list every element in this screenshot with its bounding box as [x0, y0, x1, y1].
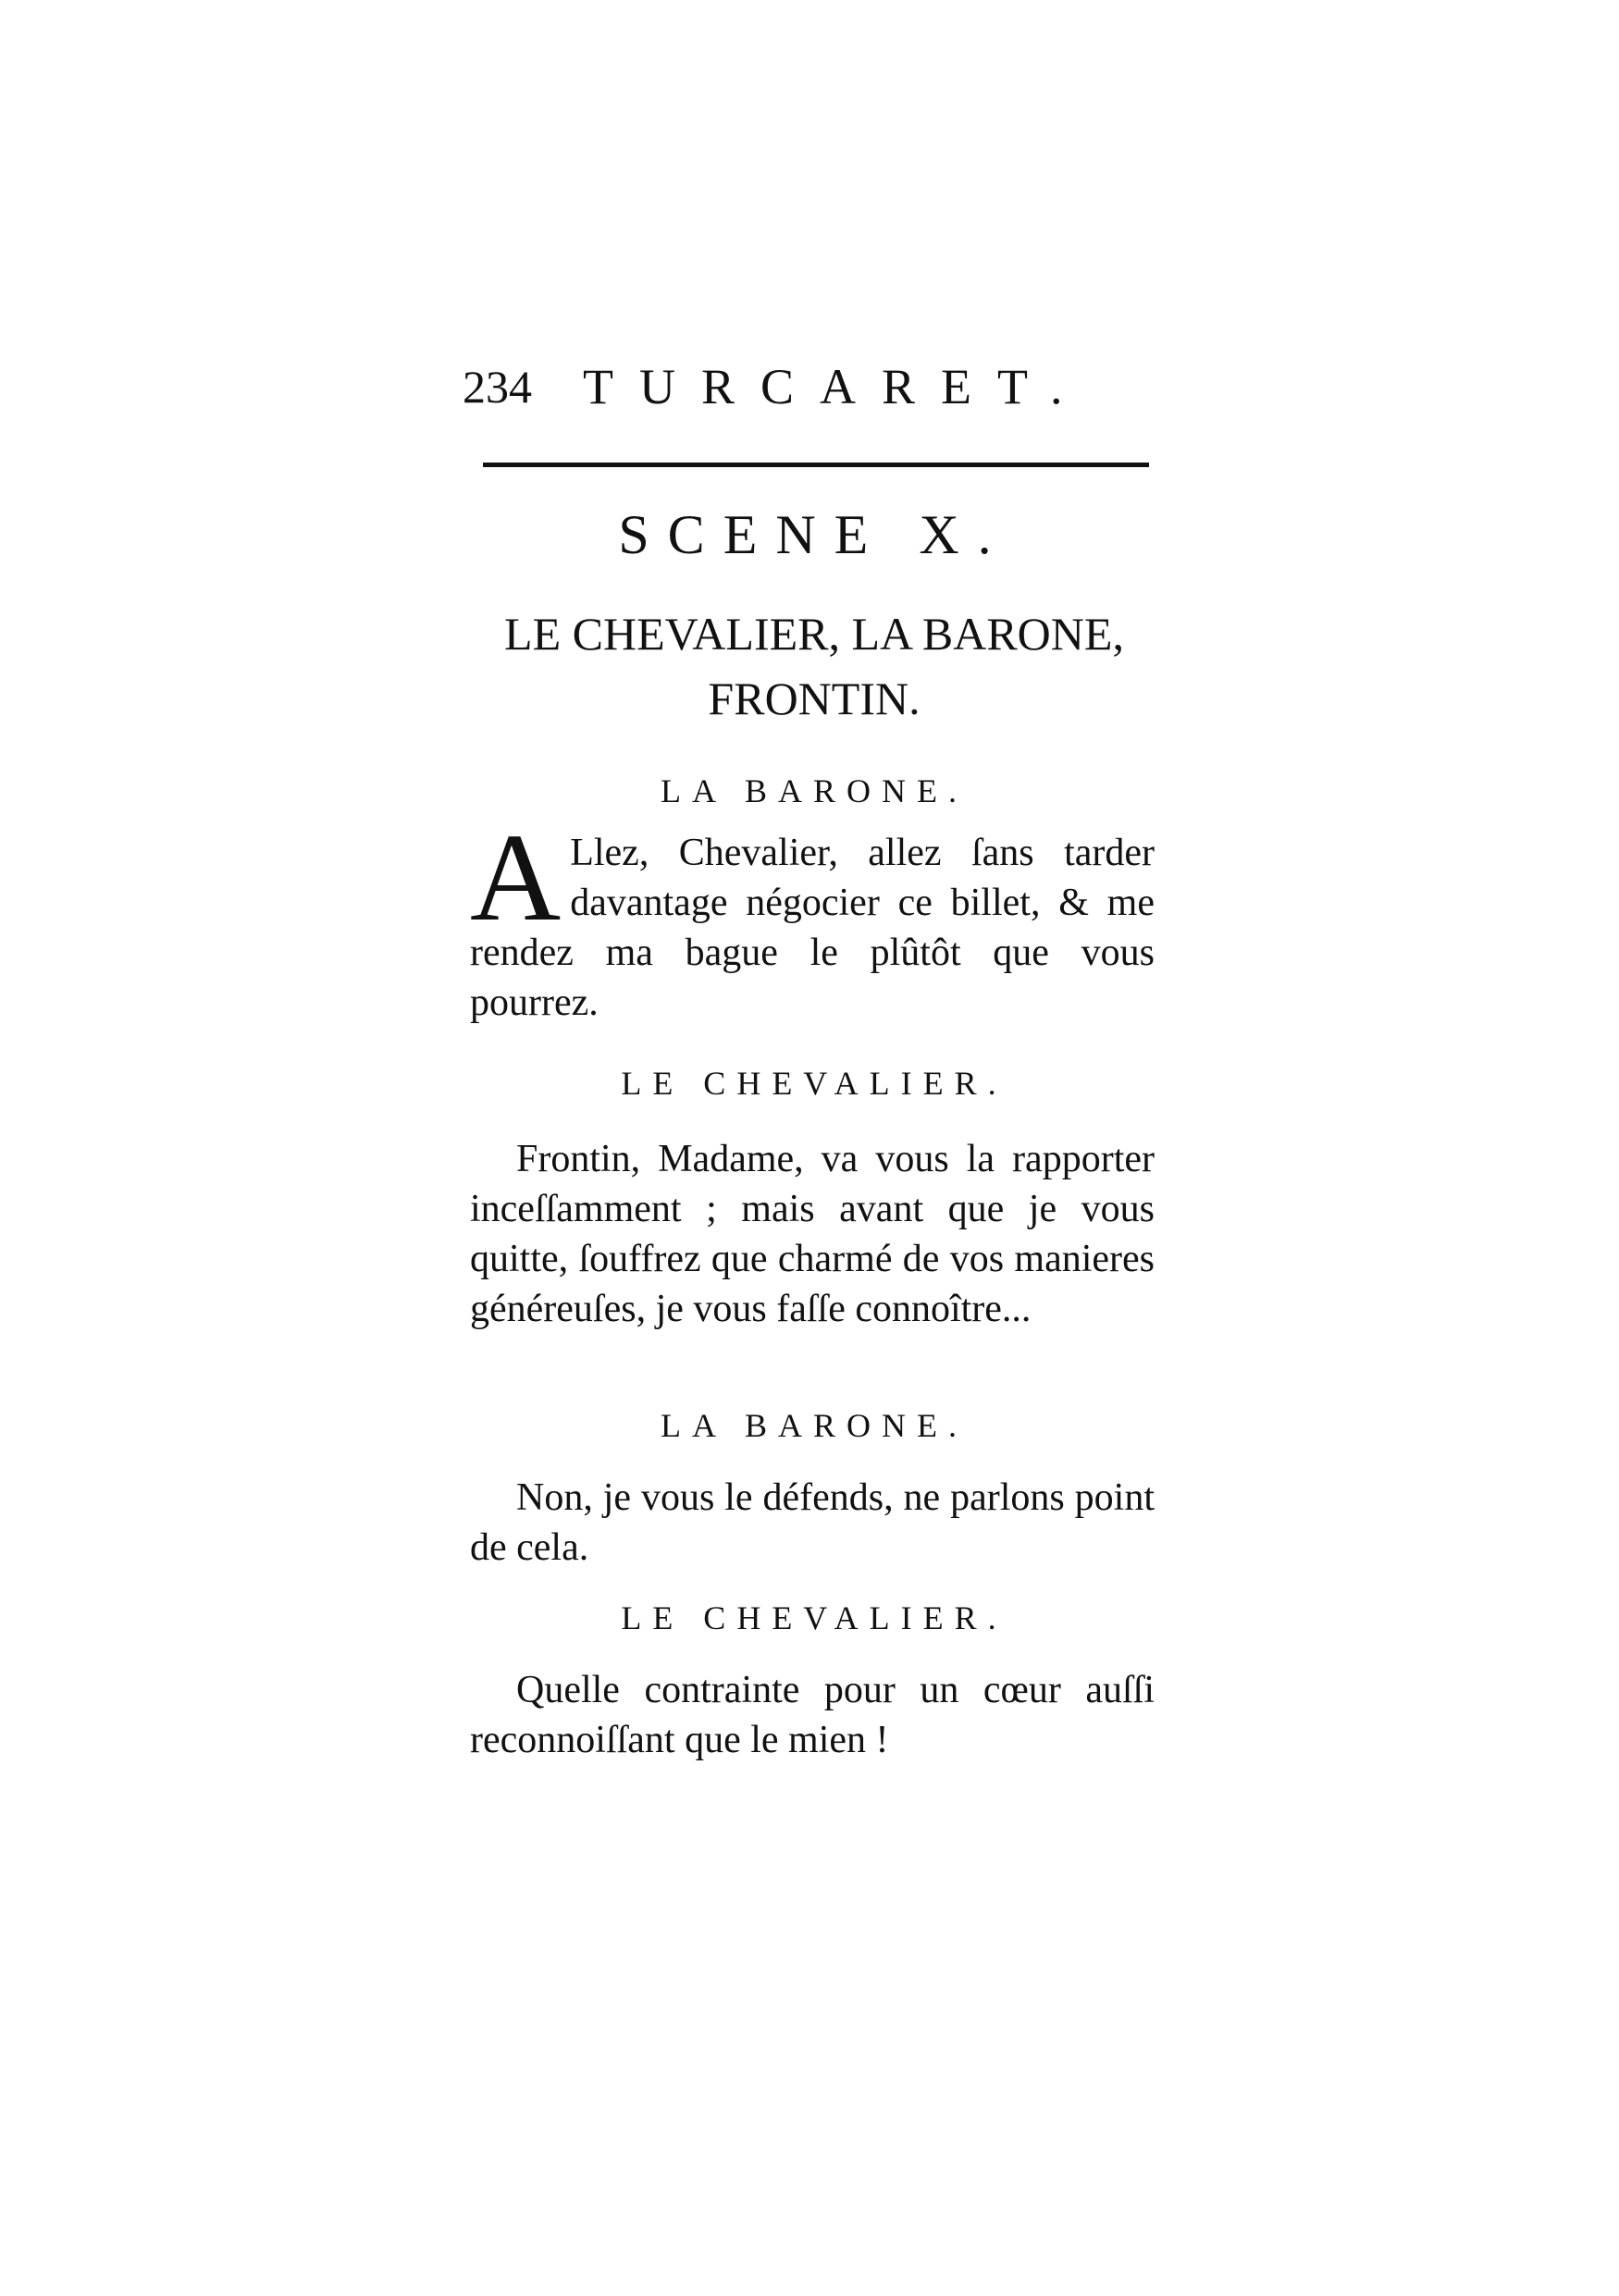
speech-body: Llez, Chevalier, allez ſans tarder davantage négocier ce billet, & me rendez ma bague le plûtôt que vous pourrez.: [470, 832, 1155, 1024]
speaker-name: LE CHEVALIER.: [621, 1065, 1007, 1102]
page-number: 234: [463, 361, 532, 413]
speaker-name: LE CHEVALIER.: [621, 1599, 1007, 1636]
personae-line-1: LE CHEVALIER, LA BARONE,: [504, 608, 1124, 660]
header-rule: [483, 463, 1149, 467]
running-title: TURCARET.: [583, 359, 1089, 414]
speech-text: Non, je vous le défends, ne parlons point de cela.: [470, 1476, 1155, 1569]
scene-personae: [444, 601, 1184, 731]
personae-line-2: FRONTIN.: [708, 673, 921, 724]
speech-text: Quelle contrainte pour un cœur auſſi reconnoiſſant que le mien !: [470, 1669, 1155, 1761]
page-header: [463, 350, 1166, 424]
drop-cap: A: [470, 809, 562, 947]
speaker-name: LA BARONE.: [660, 1407, 968, 1444]
scene-title: SCENE X.: [618, 504, 1010, 565]
speaker-name: LA BARONE.: [660, 772, 968, 809]
speech-text: Frontin, Madame, va vous la rapporter inceſſamment ; mais avant que je vous quitte, ſouffrez que charmé de vos manieres généreuſes, je vous faſſe connoître...: [470, 1138, 1155, 1330]
speech-text: [470, 809, 1155, 1028]
